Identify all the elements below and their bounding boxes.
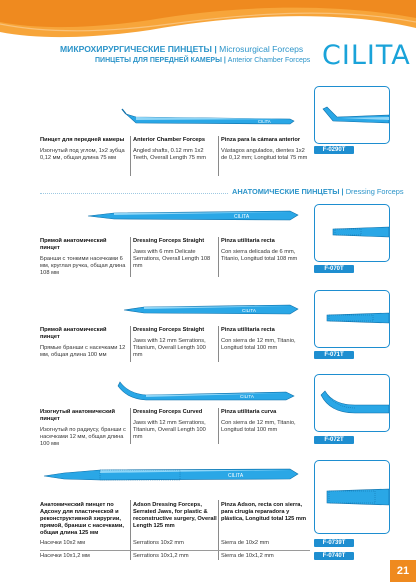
variant-row-2-en: Serrations 10x1,2 mm	[133, 553, 189, 559]
variant-row-2-es: Sierra de 10x1,2 mm	[221, 553, 274, 559]
tool-brand-label: CILITA	[242, 308, 256, 313]
tip-closeup-image	[315, 205, 389, 261]
variant-row-1-en: Serrations 10x2 mm	[133, 540, 184, 546]
tool-brand-label: CILITA	[240, 394, 254, 399]
page-subtitle	[95, 57, 310, 64]
product-title-ru: Прямой анатомический пинцет	[40, 327, 107, 340]
column-divider	[218, 408, 219, 444]
product-title-ru: Изогнутый анатомический пинцет	[40, 409, 115, 422]
product-desc-ru: Изогнутый под углом, 1x2 зубца 0,12 мм, общая длина 75 мм	[40, 148, 125, 161]
product-desc-en: Jaws with 12 mm Serrations, Titanium, Overall Length 100 mm	[133, 338, 206, 358]
product-4-es	[221, 409, 309, 434]
product-title-ru: Анатомический пинцет по Адсону для пластической и реконструктивной хирургии, прямой, бранши с насечками, общая длина 125 мм	[40, 502, 124, 536]
product-2-ru	[40, 238, 126, 277]
product-title-en: Dressing Forceps Curved	[133, 409, 203, 415]
variant-row-1-ru: Насечки 10x2 мм	[40, 540, 86, 546]
product-code-5a: F-0739T	[314, 539, 354, 547]
tip-closeup-image	[315, 291, 389, 347]
product-title-en: Adson Dressing Forceps, Serrated Jaws, for plastic & reconstructive surgery, Overall Length 125 mm	[133, 502, 217, 529]
title-sep: |	[211, 44, 220, 54]
section-title-sep: |	[339, 187, 346, 196]
tool-brand-label: CILITA	[228, 473, 244, 479]
product-desc-es: Vástagos angulados, dientes 1x2 de 0,12 mm; Longitud total 75 mm	[221, 148, 308, 161]
tip-closeup-image	[315, 461, 389, 533]
forceps-image-straight-108	[84, 202, 304, 232]
title-ru: МИКРОХИРУРГИЧЕСКИЕ ПИНЦЕТЫ	[60, 44, 212, 54]
product-3-es	[221, 327, 309, 352]
subtitle-ru: ПИНЦЕТЫ ДЛЯ ПЕРЕДНЕЙ КАМЕРЫ	[95, 57, 222, 64]
product-4-ru	[40, 409, 126, 448]
product-desc-es: Con sierra de 12 mm, Titanio, Longitud total 100 mm	[221, 338, 296, 351]
column-divider	[130, 326, 131, 362]
product-desc-ru: Изогнутый по радиусу, бранши с насечками 12 мм, общая длина 100 мм	[40, 427, 126, 447]
tip-closeup-image	[315, 87, 389, 143]
page-title	[60, 44, 303, 54]
forceps-image-angled	[120, 106, 300, 134]
section-title	[232, 187, 404, 196]
product-2-en	[133, 238, 215, 270]
tool-brand-label: CILITA	[258, 119, 271, 124]
product-code-4: F-072T	[314, 436, 354, 444]
forceps-image-adson	[40, 460, 304, 494]
forceps-image-straight-100	[120, 296, 304, 326]
product-2-es	[221, 238, 309, 263]
tip-thumbnail-2	[314, 204, 390, 262]
section-divider	[40, 193, 228, 194]
product-1-es	[221, 137, 309, 162]
tip-thumbnail-4	[314, 374, 390, 432]
product-desc-en: Angled shafts, 0.12 mm 1x2 Teeth, Overall Length 75 mm	[133, 148, 207, 161]
product-desc-en: Jaws with 12 mm Serrations, Titanium, Overall Length 100 mm	[133, 420, 206, 440]
page-number: 21	[390, 560, 416, 582]
product-1-en	[133, 137, 215, 162]
column-divider	[218, 136, 219, 176]
product-5-ru	[40, 502, 128, 537]
column-divider	[130, 237, 131, 277]
tip-thumbnail-3	[314, 290, 390, 348]
variant-row-2-ru: Насечки 10x1,2 мм	[40, 553, 90, 559]
column-divider	[130, 408, 131, 444]
product-title-ru: Прямой анатомический пинцет	[40, 238, 107, 251]
product-4-en	[133, 409, 215, 441]
product-code-3: F-071T	[314, 351, 354, 359]
product-5-en	[133, 502, 217, 530]
product-5-es	[221, 502, 311, 523]
forceps-image-curved	[116, 376, 304, 410]
product-desc-en: Jaws with 6 mm Delicate Serrations, Overall Length 108 mm	[133, 249, 211, 269]
product-desc-ru: Прямые бранши с насечками 12 мм, общая длина 100 мм	[40, 345, 126, 358]
product-title-es: Pinza utilitaria recta	[221, 238, 275, 244]
title-en: Microsurgical Forceps	[219, 44, 304, 54]
product-title-en: Anterior Chamber Forceps	[133, 137, 206, 143]
product-3-en	[133, 327, 215, 359]
product-3-ru	[40, 327, 126, 359]
product-title-es: Pinza Adson, recta con sierra, para cirugía reparadora y plástica, Longitud total 125 mm	[221, 502, 307, 522]
column-divider	[218, 237, 219, 277]
column-divider	[218, 500, 219, 560]
brand-logo: CILITA	[322, 40, 411, 71]
product-desc-es: Con sierra de 12 mm, Titanio, Longitud total 100 mm	[221, 420, 296, 433]
product-code-2: F-070T	[314, 265, 354, 273]
tool-brand-label: CILITA	[234, 214, 250, 220]
product-title-en: Dressing Forceps Straight	[133, 238, 205, 244]
product-desc-ru: Бранши с тонкими насечками 6 мм, круглая ручка, общая длина 108 мм	[40, 256, 126, 276]
product-code-1: F-0290T	[314, 146, 354, 154]
subtitle-en: Anterior Chamber Forceps	[227, 57, 311, 64]
product-title-es: Pinza utilitaria curva	[221, 409, 277, 415]
tip-thumbnail-1	[314, 86, 390, 144]
column-divider	[130, 500, 131, 560]
product-title-ru: Пинцет для передней камеры	[40, 137, 125, 143]
row-divider	[40, 550, 310, 551]
column-divider	[218, 326, 219, 362]
section-title-ru: АНАТОМИЧЕСКИЕ ПИНЦЕТЫ	[232, 187, 340, 196]
product-title-en: Dressing Forceps Straight	[133, 327, 205, 333]
tip-thumbnail-5	[314, 460, 390, 534]
variant-row-1-es: Sierra de 10x2 mm	[221, 540, 270, 546]
product-desc-es: Con sierra delicada de 6 mm, Titanio, Longitud total 108 mm	[221, 249, 298, 262]
product-title-es: Pinza para la cámara anterior	[221, 137, 301, 143]
subtitle-sep: |	[221, 57, 228, 64]
column-divider	[130, 136, 131, 176]
section-title-en: Dressing Forceps	[345, 187, 404, 196]
product-code-5b: F-0740T	[314, 552, 354, 560]
product-title-es: Pinza utilitaria recta	[221, 327, 275, 333]
product-1-ru	[40, 137, 126, 162]
tip-closeup-image	[315, 375, 389, 431]
